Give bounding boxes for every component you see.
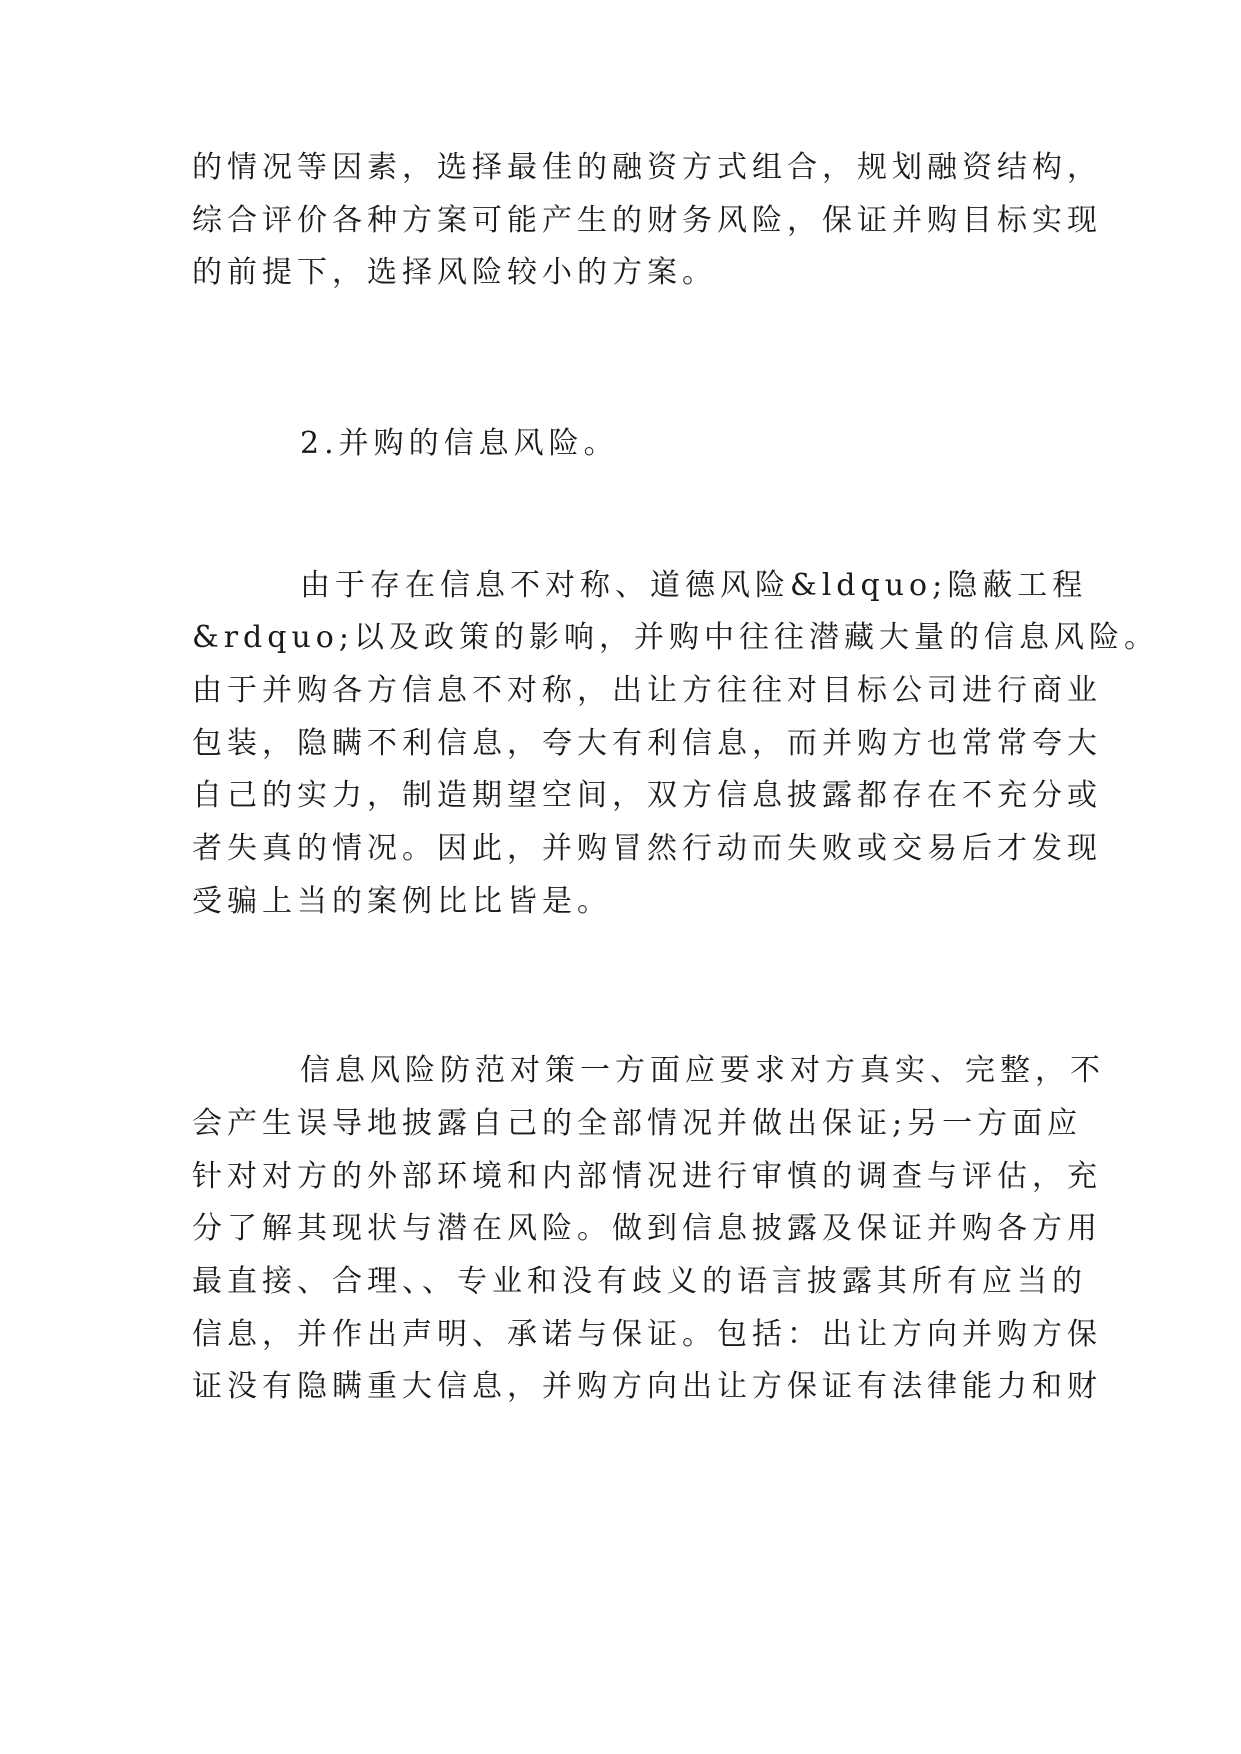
paragraph-3-line-1: 信息风险防范对策一方面应要求对方真实、完整，不 (300, 1053, 1105, 1088)
paragraph-3-line-5: 最直接、合理、、专业和没有歧义的语言披露其所有应当的 (192, 1264, 1087, 1299)
paragraph-3-line-7: 证没有隐瞒重大信息，并购方向出让方保证有法律能力和财 (192, 1369, 1102, 1404)
paragraph-3-line-4: 分了解其现状与潜在风险。做到信息披露及保证并购各方用 (192, 1211, 1102, 1246)
paragraph-3-line-6: 信息，并作出声明、承诺与保证。包括：出让方向并购方保 (192, 1317, 1102, 1352)
paragraph-2-line-1: 由于存在信息不对称、道德风险&ldquo;隐蔽工程 (300, 568, 1088, 603)
paragraph-2-line-3: 由于并购各方信息不对称，出让方往往对目标公司进行商业 (192, 673, 1102, 708)
paragraph-1-line-3: 的前提下，选择风险较小的方案。 (192, 255, 717, 290)
paragraph-2-line-5: 自己的实力，制造期望空间，双方信息披露都存在不充分或 (192, 778, 1102, 813)
paragraph-2-line-2: &rdquo;以及政策的影响，并购中往往潜藏大量的信息风险。 (192, 620, 1159, 655)
paragraph-2-line-4: 包装，隐瞒不利信息，夸大有利信息，而并购方也常常夸大 (192, 726, 1102, 761)
paragraph-2-line-7: 受骗上当的案例比比皆是。 (192, 884, 612, 919)
paragraph-2-line-6: 者失真的情况。因此，并购冒然行动而失败或交易后才发现 (192, 831, 1102, 866)
paragraph-3-line-3: 针对对方的外部环境和内部情况进行审慎的调查与评估，充 (192, 1159, 1102, 1194)
paragraph-1-line-2: 综合评价各种方案可能产生的财务风险，保证并购目标实现 (192, 203, 1102, 238)
paragraph-3-line-2: 会产生误导地披露自己的全部情况并做出保证;另一方面应 (192, 1106, 1083, 1141)
section-heading: 2.并购的信息风险。 (300, 426, 619, 461)
paragraph-1-line-1: 的情况等因素，选择最佳的融资方式组合，规划融资结构， (192, 150, 1102, 185)
